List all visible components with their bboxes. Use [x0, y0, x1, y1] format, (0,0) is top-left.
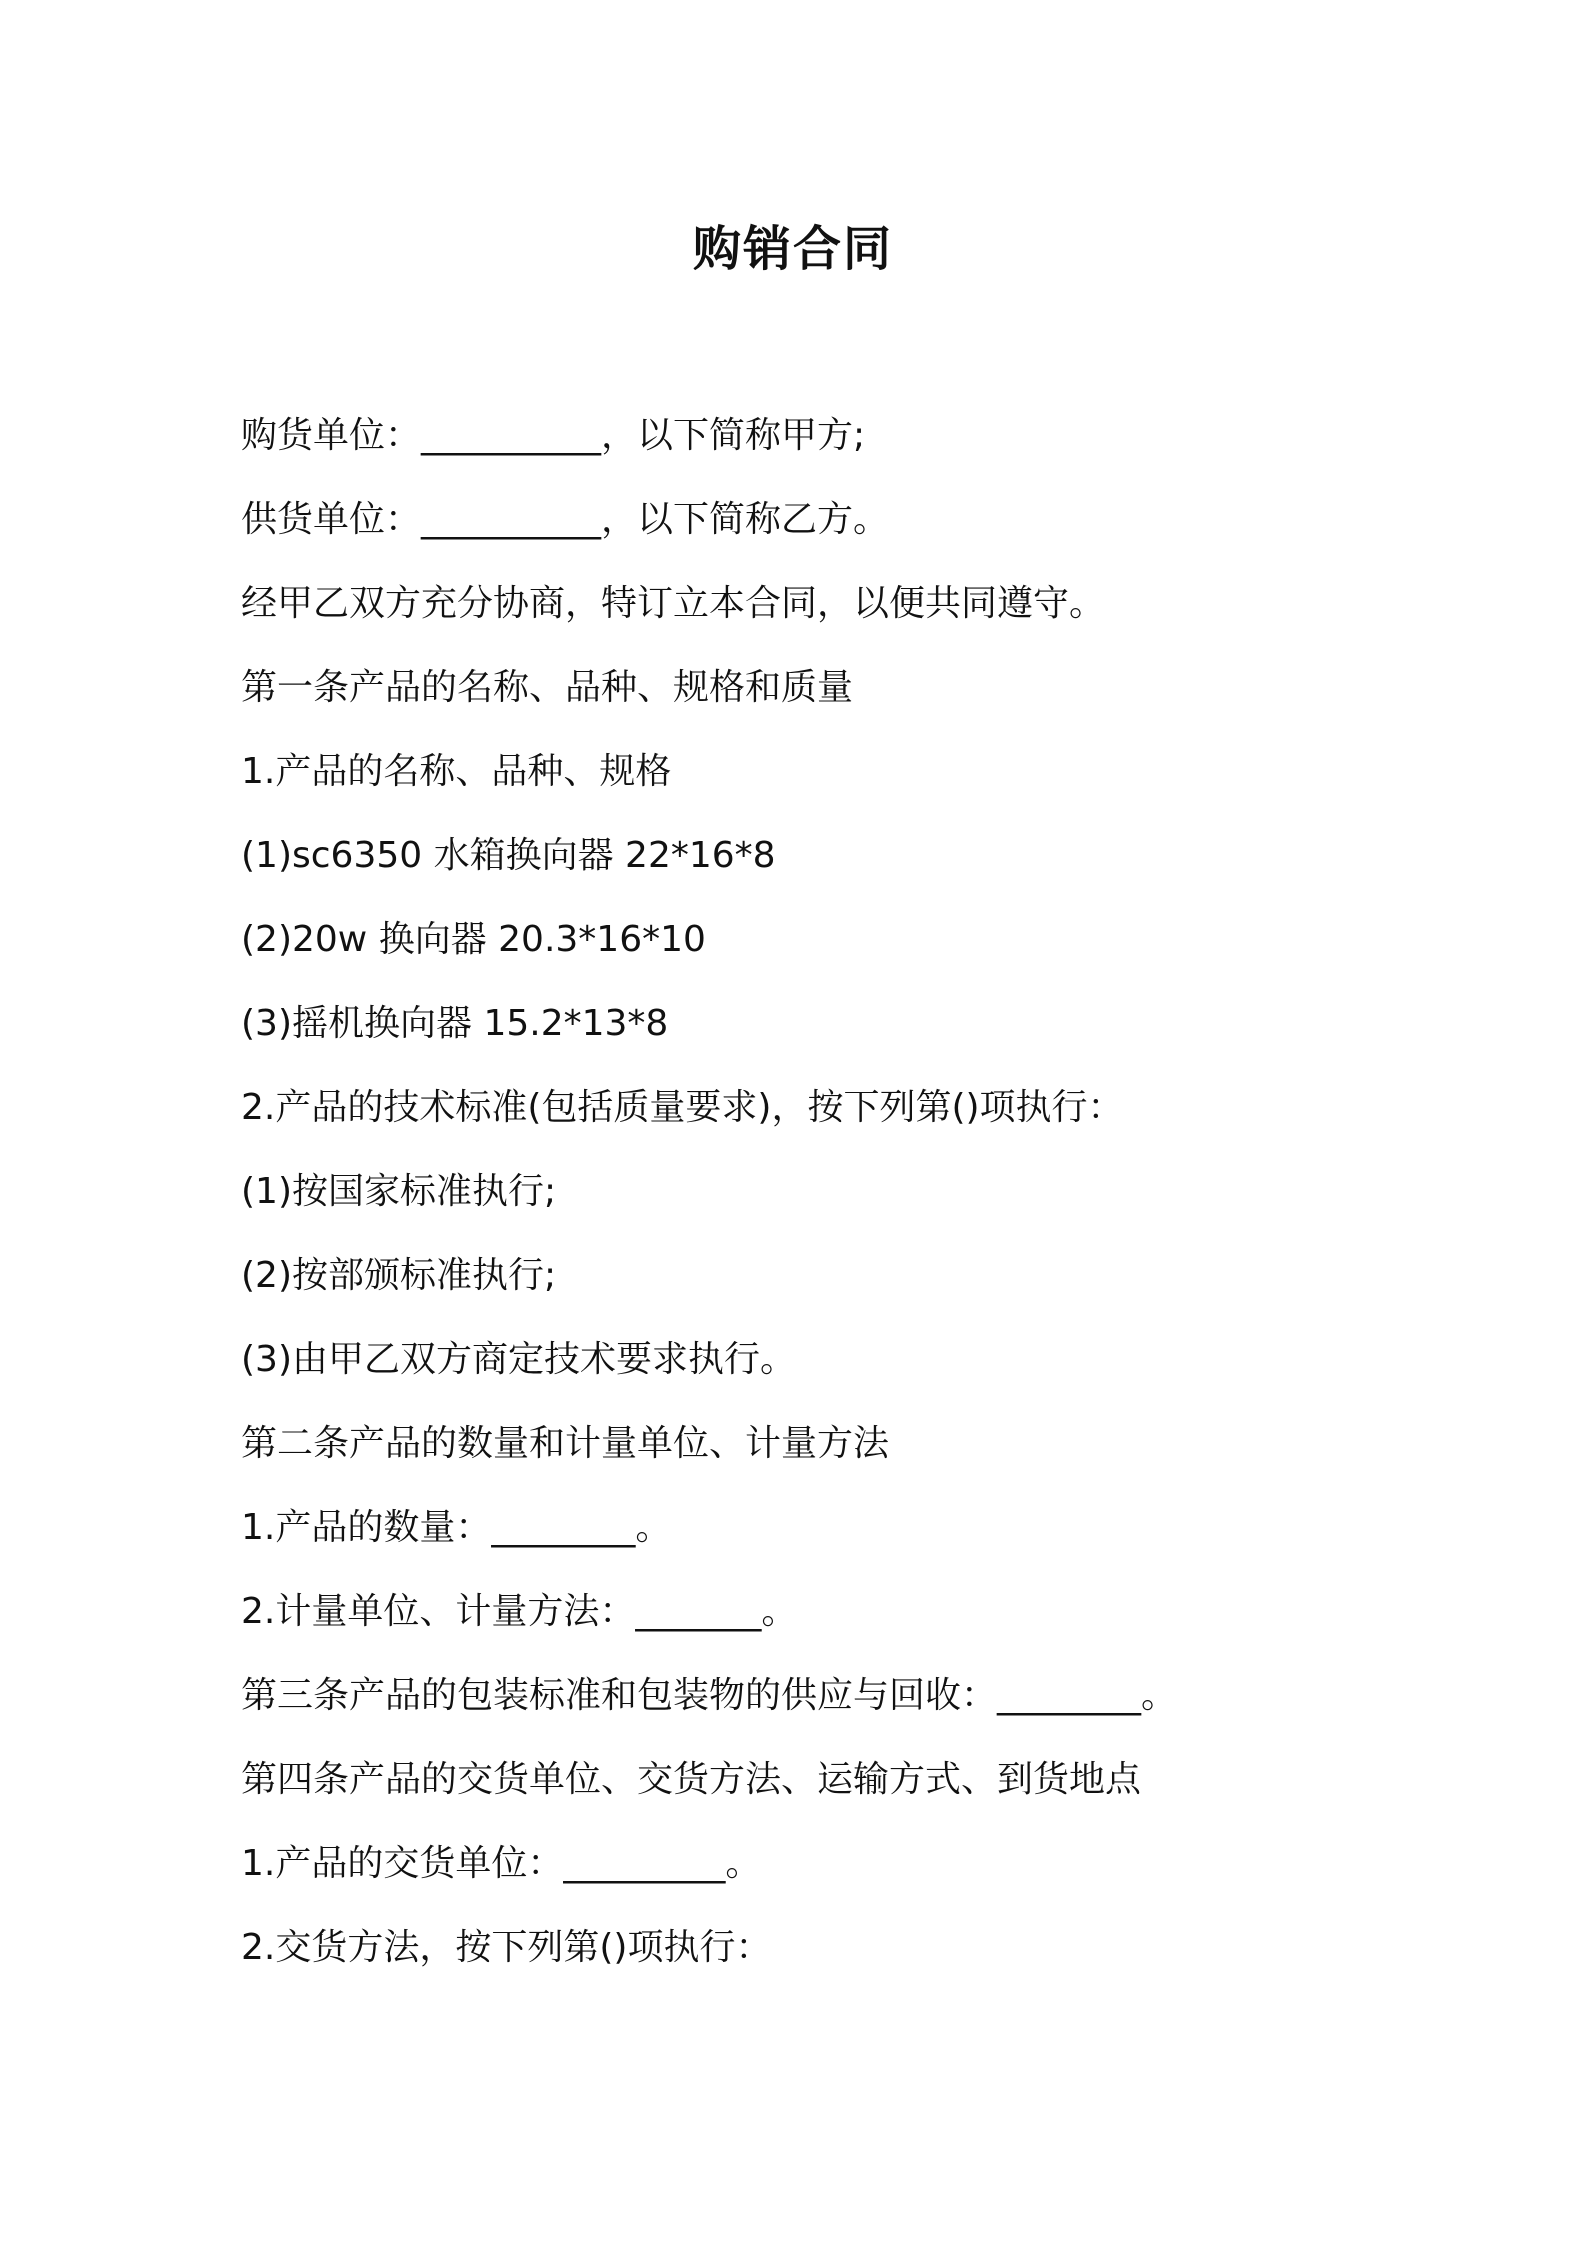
article-1-item-2: 2.产品的技术标准(包括质量要求)，按下列第()项执行：	[241, 1087, 1124, 1128]
standard-option-1: (1)按国家标准执行;	[241, 1171, 557, 1212]
document-title: 购销合同	[692, 221, 893, 277]
product-spec-1: (1)sc6350 水箱换向器 22*16*8	[241, 835, 776, 876]
article-2-heading: 第二条产品的数量和计量单位、计量方法	[241, 1423, 890, 1464]
document-body	[241, 408, 1381, 2004]
agreement-intro: 经甲乙双方充分协商，特订立本合同，以便共同遵守。	[241, 583, 1106, 624]
product-spec-3: (3)摇机换向器 15.2*13*8	[241, 1003, 669, 1044]
standard-option-3: (3)由甲乙双方商定技术要求执行。	[241, 1339, 796, 1380]
article-4-heading: 第四条产品的交货单位、交货方法、运输方式、到货地点	[241, 1759, 1142, 1800]
standard-option-2: (2)按部颁标准执行;	[241, 1255, 557, 1296]
article-1-item-1: 1.产品的名称、品种、规格	[241, 751, 672, 792]
buyer-line: 购货单位：__________，以下简称甲方;	[241, 415, 866, 456]
delivery-method-line: 2.交货方法，按下列第()项执行：	[241, 1927, 772, 1968]
measurement-line: 2.计量单位、计量方法：_______。	[241, 1591, 798, 1632]
quantity-line: 1.产品的数量：________。	[241, 1507, 672, 1548]
supplier-line: 供货单位：__________，以下简称乙方。	[241, 499, 890, 540]
product-spec-2: (2)20w 换向器 20.3*16*10	[241, 919, 706, 960]
delivery-unit-line: 1.产品的交货单位：_________。	[241, 1843, 762, 1884]
article-3-heading: 第三条产品的包装标准和包装物的供应与回收：________。	[241, 1675, 1178, 1716]
article-1-heading: 第一条产品的名称、品种、规格和质量	[241, 667, 854, 708]
